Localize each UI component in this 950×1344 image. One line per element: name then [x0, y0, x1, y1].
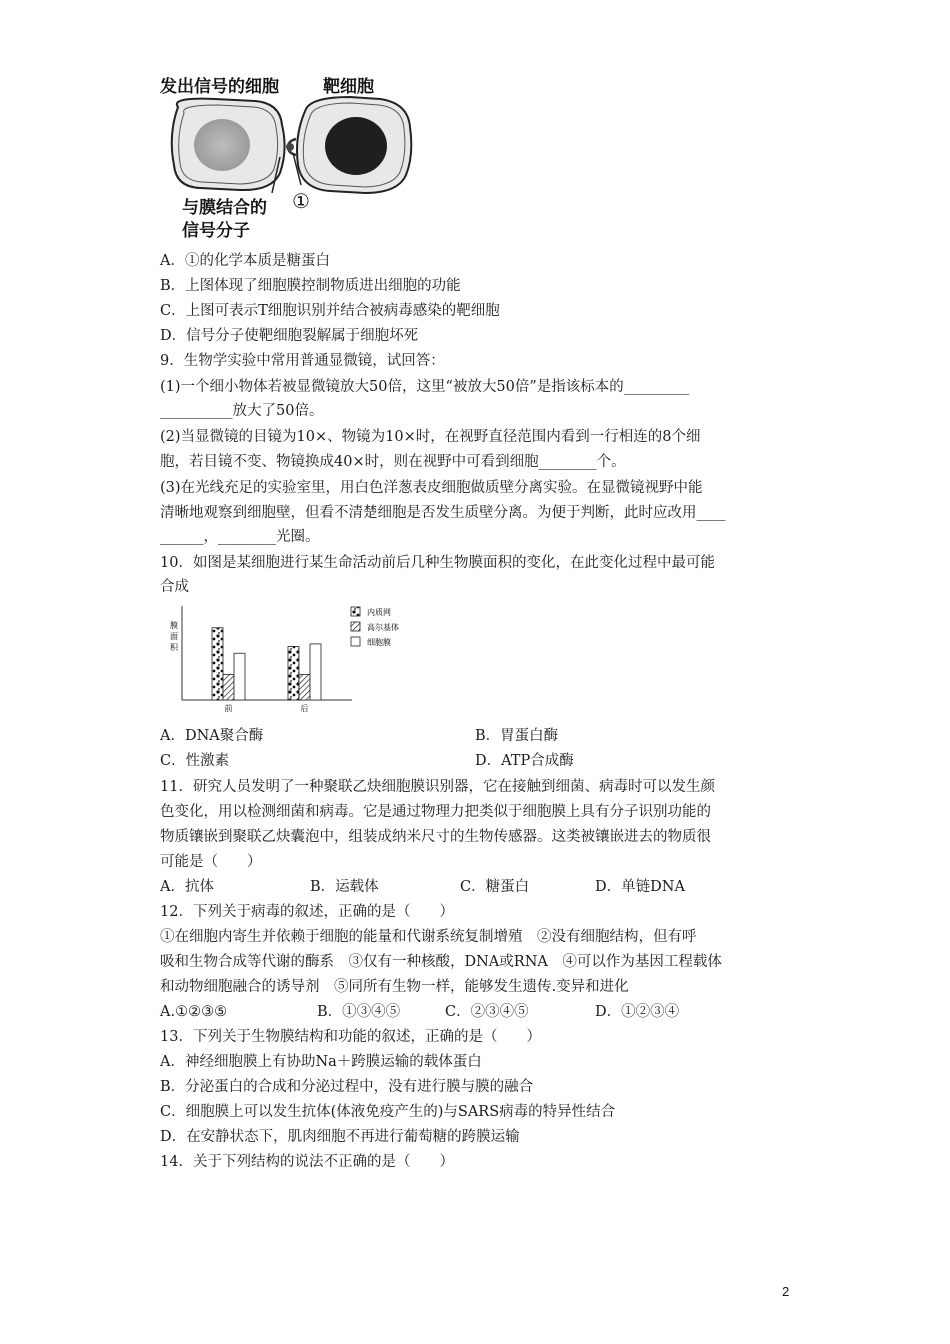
target-cell-nucleus	[325, 117, 387, 175]
label-marker-1: ①	[292, 189, 310, 213]
bar-高尔基体-后	[299, 675, 310, 701]
legend-swatch	[351, 622, 360, 631]
q13-option-d: D．在安静状态下，肌肉细胞不再进行葡萄糖的跨膜运输	[160, 1129, 520, 1145]
page-number: 2	[782, 1284, 790, 1299]
q11-line: 可能是（ ）	[160, 854, 262, 870]
q13-stem: 13．下列关于生物膜结构和功能的叙述，正确的是（ ）	[160, 1029, 541, 1045]
q8-option-a: A．①的化学本质是糖蛋白	[160, 253, 330, 269]
q9-line: (2)当显微镜的目镜为10×、物镜为10×时，在视野直径范围内看到一行相连的8个细	[160, 429, 701, 445]
q12-option-d: D．①②③④	[595, 1004, 680, 1020]
q9-stem: 9．生物学实验中常用普通显微镜，试回答：	[160, 353, 445, 369]
membrane-area-chart	[160, 602, 430, 720]
x-tick-label: 前	[224, 704, 233, 713]
q12-line: ①在细胞内寄生并依赖于细胞的能量和代谢系统复制增殖 ②没有细胞结构，但有呼	[160, 929, 697, 945]
q8-option-c: C．上图可表示T细胞识别并结合被病毒感染的靶细胞	[160, 303, 500, 319]
cells-diagram	[160, 95, 420, 195]
q13-option-c: C．细胞膜上可以发生抗体(体液免疫产生的)与SARS病毒的特异性结合	[160, 1104, 616, 1120]
legend-label: 高尔基体	[367, 623, 399, 632]
q8-option-b: B．上图体现了细胞膜控制物质进出细胞的功能	[160, 278, 461, 294]
q8-option-d: D．信号分子使靶细胞裂解属于细胞坏死	[160, 328, 419, 344]
q11-option-c: C．糖蛋白	[460, 879, 530, 895]
q11-option-b: B．运载体	[310, 879, 379, 895]
legend-label: 细胞膜	[367, 638, 391, 647]
label-signal-cell: 发出信号的细胞	[160, 77, 279, 97]
legend-swatch	[351, 607, 360, 616]
q10-stem-line1: 10．如图是某细胞进行某生命活动前后几种生物膜面积的变化，在此变化过程中最可能	[160, 555, 715, 571]
q9-line: (3)在光线充足的实验室里，用白色洋葱表皮细胞做质壁分离实验。在显微镜视野中能	[160, 480, 703, 496]
q13-option-a: A．神经细胞膜上有协助Na＋跨膜运输的载体蛋白	[160, 1054, 482, 1070]
q12-option-a: A.①②③⑤	[160, 1004, 228, 1020]
bar-高尔基体-前	[223, 675, 234, 701]
q13-option-b: B．分泌蛋白的合成和分泌过程中，没有进行膜与膜的融合	[160, 1079, 534, 1095]
q11-line: 色变化，用以检测细菌和病毒。它是通过物理力把类似于细胞膜上具有分子识别功能的	[160, 804, 711, 820]
signal-cell-nucleus	[194, 119, 250, 171]
legend-label: 内质网	[367, 608, 391, 617]
q12-line: 吸和生物合成等代谢的酶系 ③仅有一种核酸，DNA或RNA ④可以作为基因工程载体	[160, 954, 722, 970]
label-target-cell: 靶细胞	[323, 77, 374, 97]
q12-option-b: B．①③④⑤	[317, 1004, 401, 1020]
q10-option-c: C．性激素	[160, 753, 230, 769]
q9-line: ______，________光圈。	[160, 529, 320, 545]
q12-line: 和动物细胞融合的诱导剂 ⑤同所有生物一样，能够发生遗传.变异和进化	[160, 979, 629, 995]
q11-line: 物质镶嵌到聚联乙炔囊泡中，组装成纳米尺寸的生物传感器。这类被镶嵌进去的物质很	[160, 829, 711, 845]
bar-细胞膜-后	[310, 644, 321, 700]
bar-内质网-前	[212, 628, 223, 700]
q9-line: 清晰地观察到细胞壁，但看不清楚细胞是否发生质壁分离。为便于判断，此时应改用____	[160, 505, 726, 521]
q12-line: 12．下列关于病毒的叙述，正确的是（ ）	[160, 904, 454, 920]
q14-stem: 14．关于下列结构的说法不正确的是（ ）	[160, 1154, 454, 1170]
q10-option-a: A．DNA聚合酶	[160, 728, 264, 744]
bar-内质网-后	[288, 646, 299, 700]
q9-line: __________放大了50倍。	[160, 403, 324, 419]
q9-line: (1)一个细小物体若被显微镜放大50倍，这里“被放大50倍”是指该标本的_________	[160, 379, 690, 395]
q10-stem-line2: 合成	[160, 579, 189, 595]
q9-line: 胞，若目镜不变、物镜换成40×时，则在视野中可看到细胞________个。	[160, 454, 626, 470]
q10-option-b: B．胃蛋白酶	[475, 728, 559, 744]
q10-option-d: D．ATP合成酶	[475, 753, 574, 769]
signal-molecule	[286, 143, 294, 151]
legend-swatch	[351, 637, 360, 646]
y-axis-label: 膜面积	[170, 621, 178, 652]
label-signal-molecule-line2: 信号分子	[182, 221, 250, 241]
q11-line: 11．研究人员发明了一种聚联乙炔细胞膜识别器，它在接触到细菌、病毒时可以发生颜	[160, 779, 715, 795]
q12-option-c: C．②③④⑤	[445, 1004, 529, 1020]
label-signal-molecule-line1: 与膜结合的	[182, 198, 267, 218]
q11-option-a: A．抗体	[160, 879, 214, 895]
x-tick-label: 后	[300, 704, 309, 713]
bar-细胞膜-前	[234, 653, 245, 700]
q11-option-d: D．单链DNA	[595, 879, 685, 895]
